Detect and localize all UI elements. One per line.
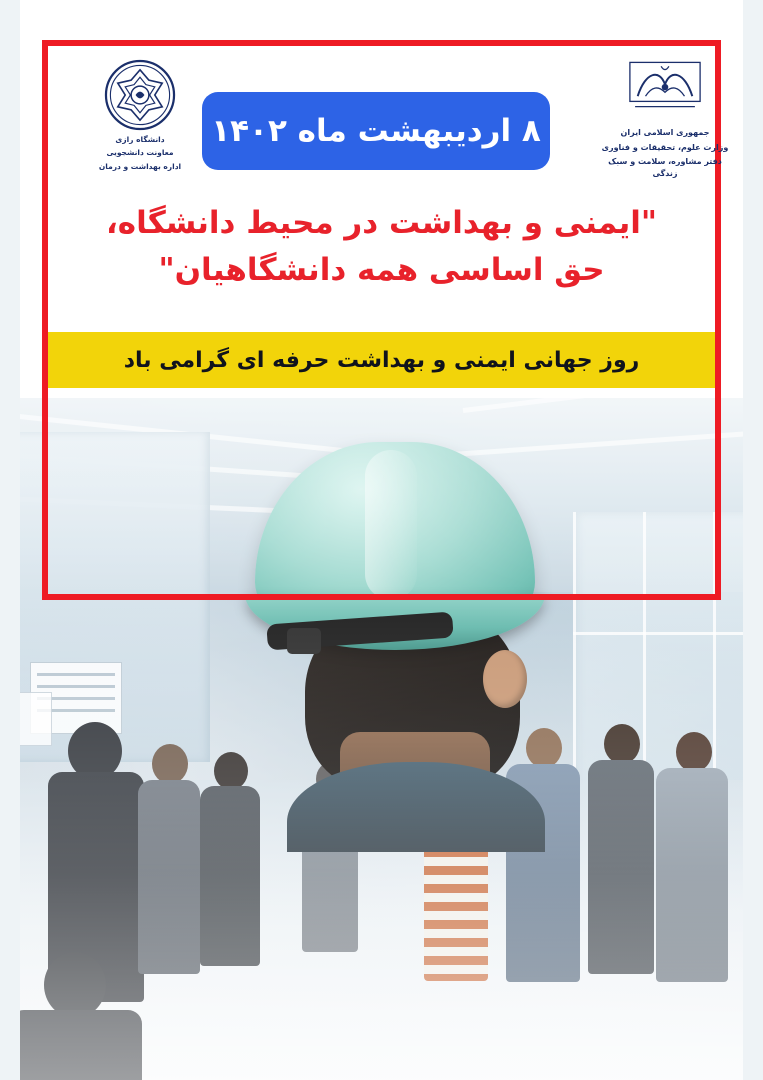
poster-title-line1: "ایمنی و بهداشت در محیط دانشگاه، [106,205,657,241]
date-badge-text: ۸ اردیبهشت ماه ۱۴۰۲ [211,113,541,149]
razi-logo-caption-line3: اداره بهداشت و درمان [98,161,182,171]
date-badge [202,92,550,170]
ministry-logo-caption-line3: دفتر مشاوره، سلامت و سبک زندگی [608,157,722,178]
crowd-person [584,724,660,974]
worker-with-hardhat [245,432,545,792]
worker-ear [483,650,527,708]
crowd-person [0,952,150,1080]
razi-logo-caption-line2: معاونت دانشجویی [106,148,174,158]
razi-university-logo [70,58,210,183]
razi-logo-caption-line1: دانشگاه رازی [115,135,165,144]
helmet-ridge [365,450,417,600]
yellow-banner [48,332,715,388]
ministry-logo-caption-line2: وزارت علوم، تحقیقات و فناوری [601,142,729,152]
poster-title [62,200,701,293]
ministry-logo [600,58,730,178]
ministry-logo-caption-line1: جمهوری اسلامی ایران [620,128,710,137]
ministry-of-science-logo-icon [626,58,704,124]
worker-shoulder [287,762,545,852]
poster-title-line2: حق اساسی همه دانشگاهیان" [158,251,605,288]
helmet-strap-buckle [287,628,321,654]
poster-photo [0,392,763,1080]
razi-university-logo-icon [103,58,177,132]
yellow-banner-text: روز جهانی ایمنی و بهداشت حرفه ای گرامی باد [123,347,640,373]
crowd-person [650,732,734,982]
